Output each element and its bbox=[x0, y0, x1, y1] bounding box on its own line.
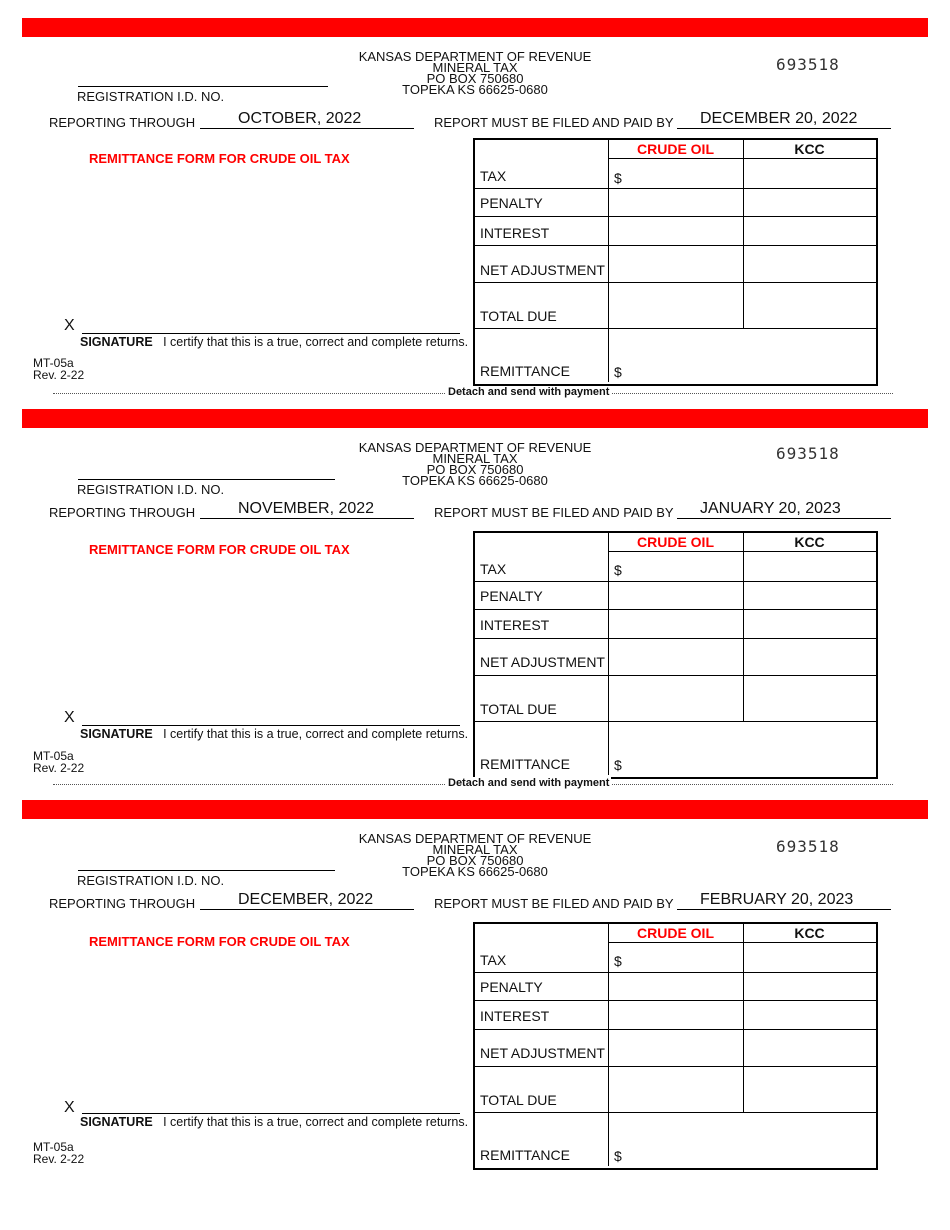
certification-text: I certify that this is a true, correct and complete returns. bbox=[163, 335, 469, 349]
remittance-coupon-3 bbox=[0, 783, 950, 1173]
agency-header bbox=[340, 833, 610, 877]
form-revision: Rev. 2-22 bbox=[33, 1152, 85, 1166]
agency-name: KANSAS DEPARTMENT OF REVENUE bbox=[358, 831, 592, 846]
remittance-dollar-sign: $ bbox=[614, 1148, 622, 1164]
form-number bbox=[33, 357, 84, 381]
form-number bbox=[33, 750, 84, 774]
crude-oil-column-header: CRUDE OIL bbox=[637, 534, 714, 550]
remittance-coupon-2 bbox=[0, 392, 950, 789]
reporting-period: DECEMBER, 2022 bbox=[238, 891, 374, 908]
row-label-interest: INTEREST bbox=[480, 617, 550, 633]
agency-header bbox=[340, 442, 610, 486]
red-band bbox=[22, 800, 928, 819]
agency-name: KANSAS DEPARTMENT OF REVENUE bbox=[358, 440, 592, 455]
due-date: JANUARY 20, 2023 bbox=[700, 500, 841, 517]
remittance-dollar-sign: $ bbox=[614, 364, 622, 380]
signature-caption bbox=[80, 727, 468, 741]
reporting-period: OCTOBER, 2022 bbox=[238, 110, 362, 127]
row-label-remittance: REMITTANCE bbox=[480, 363, 570, 379]
col-divider-1 bbox=[608, 924, 609, 1166]
tax-dollar-sign: $ bbox=[614, 170, 622, 186]
row-divider bbox=[475, 581, 876, 582]
crude-oil-column-header: CRUDE OIL bbox=[637, 925, 714, 941]
row-divider bbox=[475, 188, 876, 189]
agency-po-box: PO BOX 750680 bbox=[426, 462, 524, 477]
crude-oil-column-header: CRUDE OIL bbox=[637, 141, 714, 157]
col-divider-2 bbox=[743, 924, 744, 1112]
row-label-penalty: PENALTY bbox=[480, 979, 543, 995]
row-divider bbox=[475, 245, 876, 246]
due-by-label: REPORT MUST BE FILED AND PAID BY bbox=[434, 896, 674, 911]
signature-x: X bbox=[64, 709, 75, 726]
signature-caption bbox=[80, 1115, 468, 1129]
kcc-column-header: KCC bbox=[794, 141, 825, 157]
row-label-penalty: PENALTY bbox=[480, 588, 543, 604]
form-title: REMITTANCE FORM FOR CRUDE OIL TAX bbox=[89, 542, 350, 557]
row-divider bbox=[475, 1112, 876, 1113]
agency-city: TOPEKA KS 66625-0680 bbox=[402, 473, 548, 488]
due-date-line bbox=[677, 128, 891, 129]
certification-text: I certify that this is a true, correct and complete returns. bbox=[163, 1115, 469, 1129]
row-label-total-due: TOTAL DUE bbox=[480, 308, 557, 324]
signature-line[interactable] bbox=[82, 725, 460, 726]
signature-line[interactable] bbox=[82, 1113, 460, 1114]
form-revision: Rev. 2-22 bbox=[33, 761, 85, 775]
remittance-dollar-sign: $ bbox=[614, 757, 622, 773]
amount-table bbox=[473, 922, 878, 1170]
row-label-remittance: REMITTANCE bbox=[480, 756, 570, 772]
form-number-code: MT-05a bbox=[33, 749, 74, 763]
row-label-total-due: TOTAL DUE bbox=[480, 1092, 557, 1108]
col-divider-2 bbox=[743, 533, 744, 721]
signature-label: SIGNATURE bbox=[80, 335, 153, 349]
col-divider-1 bbox=[608, 140, 609, 382]
agency-name: KANSAS DEPARTMENT OF REVENUE bbox=[358, 49, 592, 64]
row-divider bbox=[475, 972, 876, 973]
row-divider bbox=[475, 328, 876, 329]
signature-label: SIGNATURE bbox=[80, 1115, 153, 1129]
form-number bbox=[33, 1141, 84, 1165]
kcc-column-header: KCC bbox=[794, 925, 825, 941]
signature-x: X bbox=[64, 317, 75, 334]
reporting-period-line bbox=[200, 128, 414, 129]
document-number: 693518 bbox=[776, 444, 840, 463]
registration-line[interactable] bbox=[78, 86, 328, 87]
agency-po-box: PO BOX 750680 bbox=[426, 71, 524, 86]
row-label-interest: INTEREST bbox=[480, 225, 550, 241]
amount-table bbox=[473, 531, 878, 779]
registration-label: REGISTRATION I.D. NO. bbox=[77, 482, 225, 497]
row-label-net-adjustment: NET ADJUSTMENT bbox=[480, 654, 605, 670]
reporting-period-line bbox=[200, 518, 414, 519]
agency-po-box: PO BOX 750680 bbox=[426, 853, 524, 868]
row-divider bbox=[475, 216, 876, 217]
row-divider bbox=[475, 609, 876, 610]
row-label-remittance: REMITTANCE bbox=[480, 1147, 570, 1163]
reporting-through-label: REPORTING THROUGH bbox=[49, 505, 196, 520]
agency-division: MINERAL TAX bbox=[432, 60, 518, 75]
row-label-tax: TAX bbox=[480, 952, 507, 968]
agency-division: MINERAL TAX bbox=[432, 842, 518, 857]
signature-x: X bbox=[64, 1099, 75, 1116]
signature-label: SIGNATURE bbox=[80, 727, 153, 741]
detach-label: Detach and send with payment bbox=[448, 777, 610, 789]
agency-division: MINERAL TAX bbox=[432, 451, 518, 466]
kcc-column-header: KCC bbox=[794, 534, 825, 550]
document-number: 693518 bbox=[776, 55, 840, 74]
row-divider bbox=[608, 942, 876, 943]
agency-city: TOPEKA KS 66625-0680 bbox=[402, 864, 548, 879]
row-label-net-adjustment: NET ADJUSTMENT bbox=[480, 1045, 605, 1061]
due-by-label: REPORT MUST BE FILED AND PAID BY bbox=[434, 505, 674, 520]
tax-dollar-sign: $ bbox=[614, 953, 622, 969]
due-by-label: REPORT MUST BE FILED AND PAID BY bbox=[434, 115, 674, 130]
form-number-code: MT-05a bbox=[33, 356, 74, 370]
row-label-total-due: TOTAL DUE bbox=[480, 701, 557, 717]
row-divider bbox=[475, 1029, 876, 1030]
red-band bbox=[22, 409, 928, 428]
row-divider bbox=[475, 675, 876, 676]
row-label-tax: TAX bbox=[480, 168, 507, 184]
agency-header bbox=[340, 51, 610, 95]
registration-line[interactable] bbox=[78, 479, 335, 480]
due-date: DECEMBER 20, 2022 bbox=[700, 110, 858, 127]
form-number-code: MT-05a bbox=[33, 1140, 74, 1154]
form-title: REMITTANCE FORM FOR CRUDE OIL TAX bbox=[89, 934, 350, 949]
row-divider bbox=[608, 158, 876, 159]
reporting-period: NOVEMBER, 2022 bbox=[238, 500, 375, 517]
reporting-through-label: REPORTING THROUGH bbox=[49, 115, 196, 130]
due-date-line bbox=[677, 518, 891, 519]
due-date-line bbox=[677, 909, 891, 910]
row-label-net-adjustment: NET ADJUSTMENT bbox=[480, 262, 605, 278]
document-number: 693518 bbox=[776, 837, 840, 856]
form-title: REMITTANCE FORM FOR CRUDE OIL TAX bbox=[89, 151, 350, 166]
row-divider bbox=[475, 1066, 876, 1067]
row-divider bbox=[475, 282, 876, 283]
registration-line[interactable] bbox=[78, 870, 335, 871]
col-divider-2 bbox=[743, 140, 744, 328]
red-band bbox=[22, 18, 928, 37]
row-label-tax: TAX bbox=[480, 561, 507, 577]
amount-table bbox=[473, 138, 878, 386]
col-divider-1 bbox=[608, 533, 609, 775]
registration-label: REGISTRATION I.D. NO. bbox=[77, 89, 225, 104]
agency-city: TOPEKA KS 66625-0680 bbox=[402, 82, 548, 97]
tax-dollar-sign: $ bbox=[614, 562, 622, 578]
detach-label: Detach and send with payment bbox=[448, 386, 610, 398]
reporting-through-label: REPORTING THROUGH bbox=[49, 896, 196, 911]
row-divider bbox=[475, 1000, 876, 1001]
due-date: FEBRUARY 20, 2023 bbox=[700, 891, 854, 908]
certification-text: I certify that this is a true, correct and complete returns. bbox=[163, 727, 469, 741]
remittance-coupon-1 bbox=[0, 0, 950, 398]
registration-label: REGISTRATION I.D. NO. bbox=[77, 873, 225, 888]
row-divider bbox=[475, 721, 876, 722]
signature-caption bbox=[80, 335, 468, 349]
reporting-period-line bbox=[200, 909, 414, 910]
row-divider bbox=[475, 638, 876, 639]
row-label-interest: INTEREST bbox=[480, 1008, 550, 1024]
form-revision: Rev. 2-22 bbox=[33, 368, 85, 382]
row-label-penalty: PENALTY bbox=[480, 195, 543, 211]
signature-line[interactable] bbox=[82, 333, 460, 334]
row-divider bbox=[608, 551, 876, 552]
